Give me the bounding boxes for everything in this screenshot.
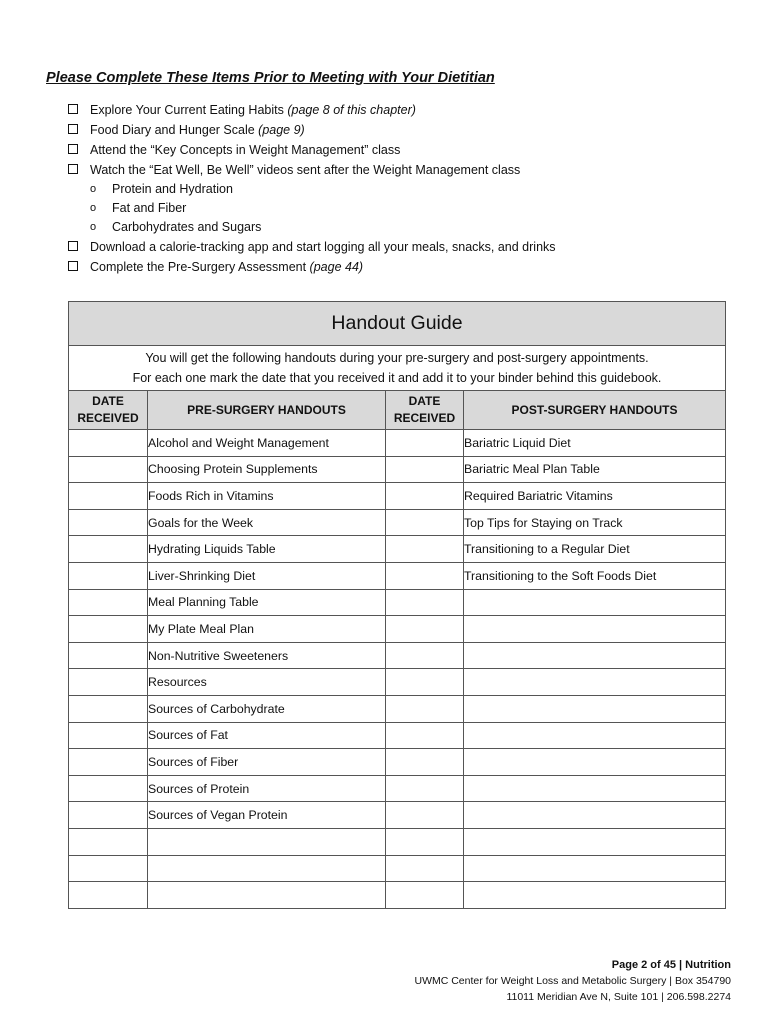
- date-received-post-cell[interactable]: [386, 562, 464, 589]
- date-received-pre-cell[interactable]: [69, 722, 148, 749]
- date-received-post-cell[interactable]: [386, 882, 464, 909]
- date-received-pre-cell[interactable]: [69, 695, 148, 722]
- date-received-post-cell[interactable]: [386, 616, 464, 643]
- item-text: Watch the “Eat Well, Be Well” videos sent after the Weight Management class: [90, 163, 521, 177]
- item-text: Complete the Pre-Surgery Assessment: [90, 260, 310, 274]
- date-received-post-cell[interactable]: [386, 642, 464, 669]
- table-row: [69, 483, 726, 510]
- pre-surgery-handout-cell: [148, 882, 386, 909]
- date-received-post-cell[interactable]: [386, 536, 464, 563]
- pre-surgery-handout-cell: Sources of Protein: [148, 775, 386, 802]
- date-received-post-cell[interactable]: [386, 828, 464, 855]
- post-surgery-handout-cell: [464, 749, 726, 776]
- date-received-pre-cell[interactable]: [69, 882, 148, 909]
- date-received-pre-cell[interactable]: [69, 483, 148, 510]
- checkbox[interactable]: [68, 241, 78, 251]
- item-text: Explore Your Current Eating Habits: [90, 103, 288, 117]
- checklist-item: [68, 120, 748, 140]
- footer-org: UWMC Center for Weight Loss and Metabolic Surgery | Box 354790: [414, 975, 731, 987]
- post-surgery-handout-cell: [464, 642, 726, 669]
- post-surgery-handout-cell: [464, 828, 726, 855]
- pre-surgery-handout-cell: Non-Nutritive Sweeteners: [148, 642, 386, 669]
- pre-surgery-handout-cell: Foods Rich in Vitamins: [148, 483, 386, 510]
- date-received-pre-cell[interactable]: [69, 855, 148, 882]
- date-received-post-cell[interactable]: [386, 775, 464, 802]
- table-row: [69, 882, 726, 909]
- post-surgery-handout-cell: [464, 695, 726, 722]
- date-received-post-cell[interactable]: [386, 749, 464, 776]
- circle-bullet-icon: o: [90, 202, 97, 214]
- post-surgery-handout-cell: [464, 882, 726, 909]
- checklist-subitem: [68, 199, 748, 218]
- date-received-pre-cell[interactable]: [69, 562, 148, 589]
- item-page-note: (page 44): [309, 260, 364, 274]
- table-row: [69, 749, 726, 776]
- checklist-heading: Please Complete These Items Prior to Meeting with Your Dietitian: [46, 70, 495, 86]
- table-row: [69, 642, 726, 669]
- date-received-post-cell[interactable]: [386, 430, 464, 457]
- prep-checklist: [68, 100, 748, 277]
- post-surgery-handout-cell: Required Bariatric Vitamins: [464, 483, 726, 510]
- checklist-subitem: [68, 180, 748, 199]
- pre-surgery-handout-cell: Liver-Shrinking Diet: [148, 562, 386, 589]
- column-header-pre-surgery: PRE-SURGERY HANDOUTS: [148, 391, 386, 430]
- pre-surgery-handout-cell: Sources of Fat: [148, 722, 386, 749]
- post-surgery-handout-cell: Top Tips for Staying on Track: [464, 509, 726, 536]
- checkbox[interactable]: [68, 144, 78, 154]
- post-surgery-handout-cell: Transitioning to the Soft Foods Diet: [464, 562, 726, 589]
- pre-surgery-handout-cell: Sources of Fiber: [148, 749, 386, 776]
- table-row: [69, 536, 726, 563]
- item-text: Food Diary and Hunger Scale: [90, 123, 259, 137]
- date-received-pre-cell[interactable]: [69, 456, 148, 483]
- item-page-note: (page 8 of this chapter): [287, 103, 416, 117]
- pre-surgery-handout-cell: My Plate Meal Plan: [148, 616, 386, 643]
- checklist-item: [68, 237, 748, 257]
- date-received-post-cell[interactable]: [386, 669, 464, 696]
- post-surgery-handout-cell: [464, 589, 726, 616]
- table-row: [69, 802, 726, 829]
- col-date-line2: RECEIVED: [77, 411, 139, 425]
- post-surgery-handout-cell: [464, 802, 726, 829]
- column-header-date-pre: [69, 391, 148, 430]
- checkbox[interactable]: [68, 261, 78, 271]
- circle-bullet-icon: o: [90, 221, 97, 233]
- pre-surgery-handout-cell: Choosing Protein Supplements: [148, 456, 386, 483]
- date-received-pre-cell[interactable]: [69, 802, 148, 829]
- date-received-post-cell[interactable]: [386, 509, 464, 536]
- col-date-line1: DATE: [92, 394, 124, 408]
- column-header-post-surgery: POST-SURGERY HANDOUTS: [464, 391, 726, 430]
- pre-surgery-handout-cell: Hydrating Liquids Table: [148, 536, 386, 563]
- table-row: [69, 695, 726, 722]
- subitem-text: Fat and Fiber: [112, 201, 187, 215]
- date-received-pre-cell[interactable]: [69, 616, 148, 643]
- table-row: [69, 616, 726, 643]
- post-surgery-handout-cell: [464, 616, 726, 643]
- pre-surgery-handout-cell: Goals for the Week: [148, 509, 386, 536]
- date-received-pre-cell[interactable]: [69, 509, 148, 536]
- date-received-pre-cell[interactable]: [69, 536, 148, 563]
- pre-surgery-handout-cell: Meal Planning Table: [148, 589, 386, 616]
- date-received-pre-cell[interactable]: [69, 589, 148, 616]
- table-row: [69, 828, 726, 855]
- post-surgery-handout-cell: [464, 775, 726, 802]
- page-number: Page 2 of 45 | Nutrition: [611, 959, 731, 971]
- item-page-note: (page 9): [258, 123, 305, 137]
- date-received-post-cell[interactable]: [386, 695, 464, 722]
- item-text: Attend the “Key Concepts in Weight Management” class: [90, 143, 401, 157]
- intro-line-2: For each one mark the date that you received it and add it to your binder behind this guidebook.: [132, 371, 662, 385]
- pre-surgery-handout-cell: [148, 828, 386, 855]
- pre-surgery-handout-cell: [148, 855, 386, 882]
- date-received-pre-cell[interactable]: [69, 828, 148, 855]
- checklist-subitem: [68, 218, 748, 237]
- date-received-pre-cell[interactable]: [69, 775, 148, 802]
- circle-bullet-icon: o: [90, 183, 97, 195]
- post-surgery-handout-cell: [464, 855, 726, 882]
- checklist-item: [68, 257, 748, 277]
- pre-surgery-handout-cell: Resources: [148, 669, 386, 696]
- pre-surgery-handout-cell: Alcohol and Weight Management: [148, 430, 386, 457]
- checklist-item: [68, 160, 748, 180]
- table-row: [69, 669, 726, 696]
- subitem-text: Carbohydrates and Sugars: [112, 220, 262, 234]
- item-text: Download a calorie-tracking app and start logging all your meals, snacks, and drinks: [90, 240, 556, 254]
- pre-surgery-handout-cell: Sources of Carbohydrate: [148, 695, 386, 722]
- checklist-item: [68, 100, 748, 120]
- table-row: [69, 722, 726, 749]
- page-footer: [414, 957, 731, 1005]
- table-intro: [69, 346, 726, 391]
- date-received-post-cell[interactable]: [386, 722, 464, 749]
- col-date-line1: DATE: [408, 394, 441, 408]
- date-received-post-cell[interactable]: [386, 589, 464, 616]
- table-title: Handout Guide: [69, 302, 726, 346]
- column-header-date-post: [386, 391, 464, 430]
- date-received-post-cell[interactable]: [386, 483, 464, 510]
- post-surgery-handout-cell: [464, 722, 726, 749]
- post-surgery-handout-cell: Bariatric Liquid Diet: [464, 430, 726, 457]
- checkbox[interactable]: [68, 164, 78, 174]
- date-received-post-cell[interactable]: [386, 456, 464, 483]
- date-received-pre-cell[interactable]: [69, 749, 148, 776]
- table-row: [69, 562, 726, 589]
- checkbox[interactable]: [68, 124, 78, 134]
- table-row: [69, 775, 726, 802]
- post-surgery-handout-cell: Transitioning to a Regular Diet: [464, 536, 726, 563]
- table-row: [69, 456, 726, 483]
- date-received-pre-cell[interactable]: [69, 430, 148, 457]
- date-received-post-cell[interactable]: [386, 855, 464, 882]
- subitem-text: Protein and Hydration: [112, 182, 233, 196]
- table-row: [69, 509, 726, 536]
- checklist-item: [68, 140, 748, 160]
- date-received-post-cell[interactable]: [386, 802, 464, 829]
- table-row: [69, 855, 726, 882]
- handout-guide-table: [68, 301, 726, 909]
- post-surgery-handout-cell: Bariatric Meal Plan Table: [464, 456, 726, 483]
- checkbox[interactable]: [68, 104, 78, 114]
- table-row: [69, 589, 726, 616]
- col-date-line2: RECEIVED: [393, 411, 456, 425]
- post-surgery-handout-cell: [464, 669, 726, 696]
- date-received-pre-cell[interactable]: [69, 669, 148, 696]
- footer-address: 11011 Meridian Ave N, Suite 101 | 206.598.2274: [506, 991, 731, 1003]
- pre-surgery-handout-cell: Sources of Vegan Protein: [148, 802, 386, 829]
- intro-line-1: You will get the following handouts during your pre-surgery and post-surgery appointments.: [145, 351, 649, 365]
- table-row: [69, 430, 726, 457]
- date-received-pre-cell[interactable]: [69, 642, 148, 669]
